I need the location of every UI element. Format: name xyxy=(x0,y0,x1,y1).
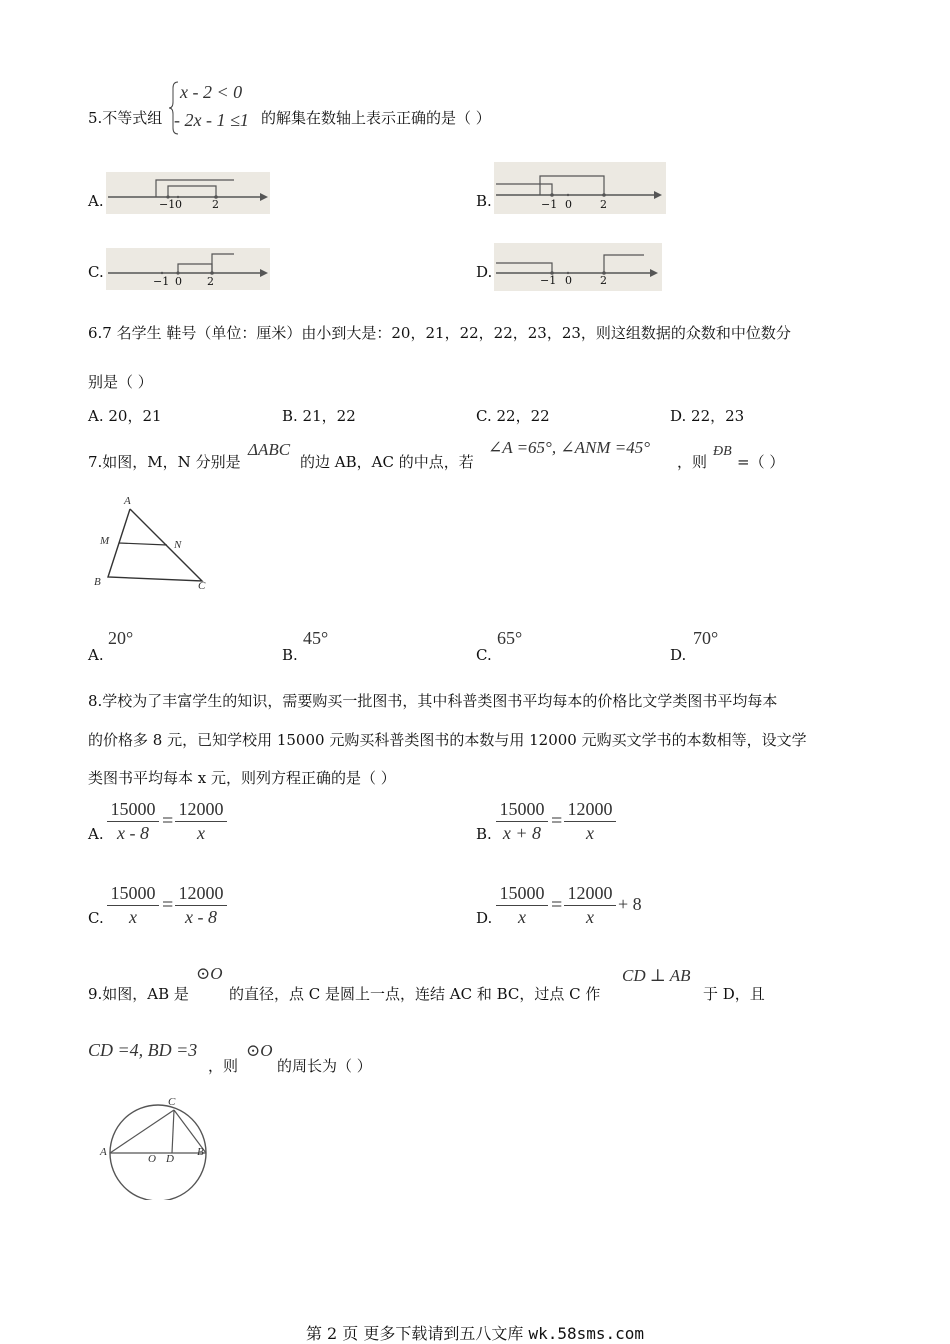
q7-option-c-value: 65° xyxy=(497,628,523,648)
tick-label: −1 xyxy=(541,198,558,211)
q7-option-b-label[interactable]: B. xyxy=(282,646,298,664)
fraction-numerator: 15000 xyxy=(496,883,548,906)
q8-option-a-fraction-right xyxy=(175,799,227,844)
q5-option-a-numberline xyxy=(106,172,270,214)
fraction-numerator: 15000 xyxy=(107,883,159,906)
q6-option-c[interactable]: C. 22，22 xyxy=(476,407,550,425)
q8-line3: 类图书平均每本 x 元，则列方程正确的是（ ） xyxy=(88,769,396,787)
q7-option-b-value: 45° xyxy=(303,628,329,648)
equals-sign: = xyxy=(162,810,174,832)
tick-label: 0 xyxy=(175,198,182,211)
tick-label: 0 xyxy=(175,275,182,288)
fraction-denominator: x - 8 xyxy=(185,907,217,927)
figure-label: C xyxy=(198,580,206,592)
fraction-denominator: x xyxy=(518,907,526,927)
fraction-numerator: 12000 xyxy=(564,883,616,906)
q8-option-c-label[interactable]: C. xyxy=(88,909,104,927)
q6-line1: 6.7 名学生 鞋号（单位：厘米）由小到大是：20，21，22，22，23，23，则这组数据的众数和中位数分 xyxy=(88,324,791,342)
tick-label: 0 xyxy=(565,274,572,287)
figure-label: D xyxy=(166,1153,174,1165)
fraction-numerator: 12000 xyxy=(564,799,616,822)
q7-triangle: ΔABC xyxy=(248,440,291,459)
q7-option-d-label[interactable]: D. xyxy=(670,646,687,664)
fraction-denominator: x + 8 xyxy=(502,823,542,843)
q7-text4: =（ ） xyxy=(737,453,785,471)
q5-prefix: 5.不等式组 xyxy=(88,109,163,127)
tick-label: −1 xyxy=(540,274,557,287)
q9-text2: 的直径，点 C 是圆上一点，连结 AC 和 BC，过点 C 作 xyxy=(229,985,601,1003)
q5-option-d-label[interactable]: D. xyxy=(476,263,493,281)
figure-label: A xyxy=(124,495,131,507)
fraction-numerator: 12000 xyxy=(175,883,227,906)
tick-label: −1 xyxy=(153,275,170,288)
q5-option-c-label[interactable]: C. xyxy=(88,263,104,281)
fraction-numerator: 12000 xyxy=(175,799,227,822)
q5-option-b-label[interactable]: B. xyxy=(476,192,492,210)
page-footer xyxy=(0,1321,950,1344)
q9-text4: ，则 xyxy=(208,1057,239,1075)
q7-angle-b: ÐB xyxy=(713,444,732,459)
figure-label: O xyxy=(148,1153,156,1165)
q8-option-b-fraction-right xyxy=(564,799,616,844)
tick-label: 2 xyxy=(600,198,607,211)
figure-label: M xyxy=(100,535,110,547)
q5-option-b-numberline xyxy=(494,162,666,214)
footer-site-link[interactable]: wk.58sms.com xyxy=(528,1324,645,1343)
fraction-denominator: x - 8 xyxy=(117,823,149,843)
figure-label: C xyxy=(168,1096,176,1108)
equals-sign: = xyxy=(551,894,563,916)
q6-line2: 别是（ ） xyxy=(88,373,153,391)
q7-text3: ，则 xyxy=(677,453,708,471)
q5-system-line2: - 2x - 1 ≤1 xyxy=(174,110,249,130)
q7-text2: 的边 AB，AC 的中点，若 xyxy=(300,453,474,471)
figure-label: N xyxy=(174,539,182,551)
q9-circle-symbol-2: ⊙O xyxy=(246,1041,273,1060)
q8-option-d-fraction-right xyxy=(564,883,616,928)
q8-line1: 8.学校为了丰富学生的知识，需要购买一批图书，其中科普类图书平均每本的价格比文学类图书平均每本 xyxy=(88,692,778,710)
q7-option-a-value: 20° xyxy=(108,628,134,648)
figure-label: A xyxy=(100,1146,107,1158)
q9-given: CD =4, BD =3 xyxy=(88,1040,198,1060)
fraction-denominator: x xyxy=(586,907,594,927)
q8-option-b-fraction-left xyxy=(496,799,548,844)
q7-option-d-value: 70° xyxy=(693,628,719,648)
q8-option-a-label[interactable]: A. xyxy=(88,825,104,843)
q6-option-d[interactable]: D. 22，23 xyxy=(670,407,745,425)
q5-option-a-label[interactable]: A. xyxy=(88,192,104,210)
q9-perpendicular: CD ⊥ AB xyxy=(622,966,691,985)
q7-condition: ∠A =65°, ∠ANM =45° xyxy=(488,438,650,457)
figure-label: B xyxy=(94,576,101,588)
q9-circle-symbol: ⊙O xyxy=(196,964,223,983)
figure-label: B xyxy=(197,1146,204,1158)
q9-text5: 的周长为（ ） xyxy=(277,1057,372,1075)
q8-option-c-fraction-left xyxy=(107,883,159,928)
tick-label: 2 xyxy=(212,198,219,211)
q9-circle-figure xyxy=(96,1096,216,1200)
fraction-denominator: x xyxy=(586,823,594,843)
q5-option-c-numberline xyxy=(106,248,270,290)
q8-line2: 的价格多 8 元，已知学校用 15000 元购买科普类图书的本数与用 12000 元购买文学书的本数相等，设文学 xyxy=(88,731,807,749)
fraction-numerator: 15000 xyxy=(107,799,159,822)
q8-option-d-tail: + 8 xyxy=(618,894,642,914)
q8-option-d-label[interactable]: D. xyxy=(476,909,493,927)
fraction-numerator: 15000 xyxy=(496,799,548,822)
q6-option-a[interactable]: A. 20，21 xyxy=(88,407,162,425)
q8-option-b-label[interactable]: B. xyxy=(476,825,492,843)
equals-sign: = xyxy=(551,810,563,832)
q7-triangle-figure xyxy=(90,495,220,600)
tick-label: 0 xyxy=(565,198,572,211)
tick-label: 2 xyxy=(600,274,607,287)
fraction-denominator: x xyxy=(197,823,205,843)
q5-system-line1: x - 2 < 0 xyxy=(180,82,243,102)
q9-text1: 9.如图，AB 是 xyxy=(88,985,189,1003)
footer-text: 第 2 页 更多下载请到五八文库 xyxy=(305,1324,529,1343)
tick-label: −1 xyxy=(159,198,176,211)
q8-option-c-fraction-right xyxy=(175,883,227,928)
q9-text3: 于 D，且 xyxy=(703,985,765,1003)
q6-option-b[interactable]: B. 21，22 xyxy=(282,407,356,425)
q7-option-c-label[interactable]: C. xyxy=(476,646,492,664)
equals-sign: = xyxy=(162,894,174,916)
q8-option-d-fraction-left xyxy=(496,883,548,928)
q5-suffix: 的解集在数轴上表示正确的是（ ） xyxy=(261,109,491,127)
q7-option-a-label[interactable]: A. xyxy=(88,646,104,664)
q5-option-d-numberline xyxy=(494,243,662,291)
q7-text1: 7.如图，M，N 分别是 xyxy=(88,453,241,471)
tick-label: 2 xyxy=(207,275,214,288)
fraction-denominator: x xyxy=(129,907,137,927)
q8-option-a-fraction-left xyxy=(107,799,159,844)
